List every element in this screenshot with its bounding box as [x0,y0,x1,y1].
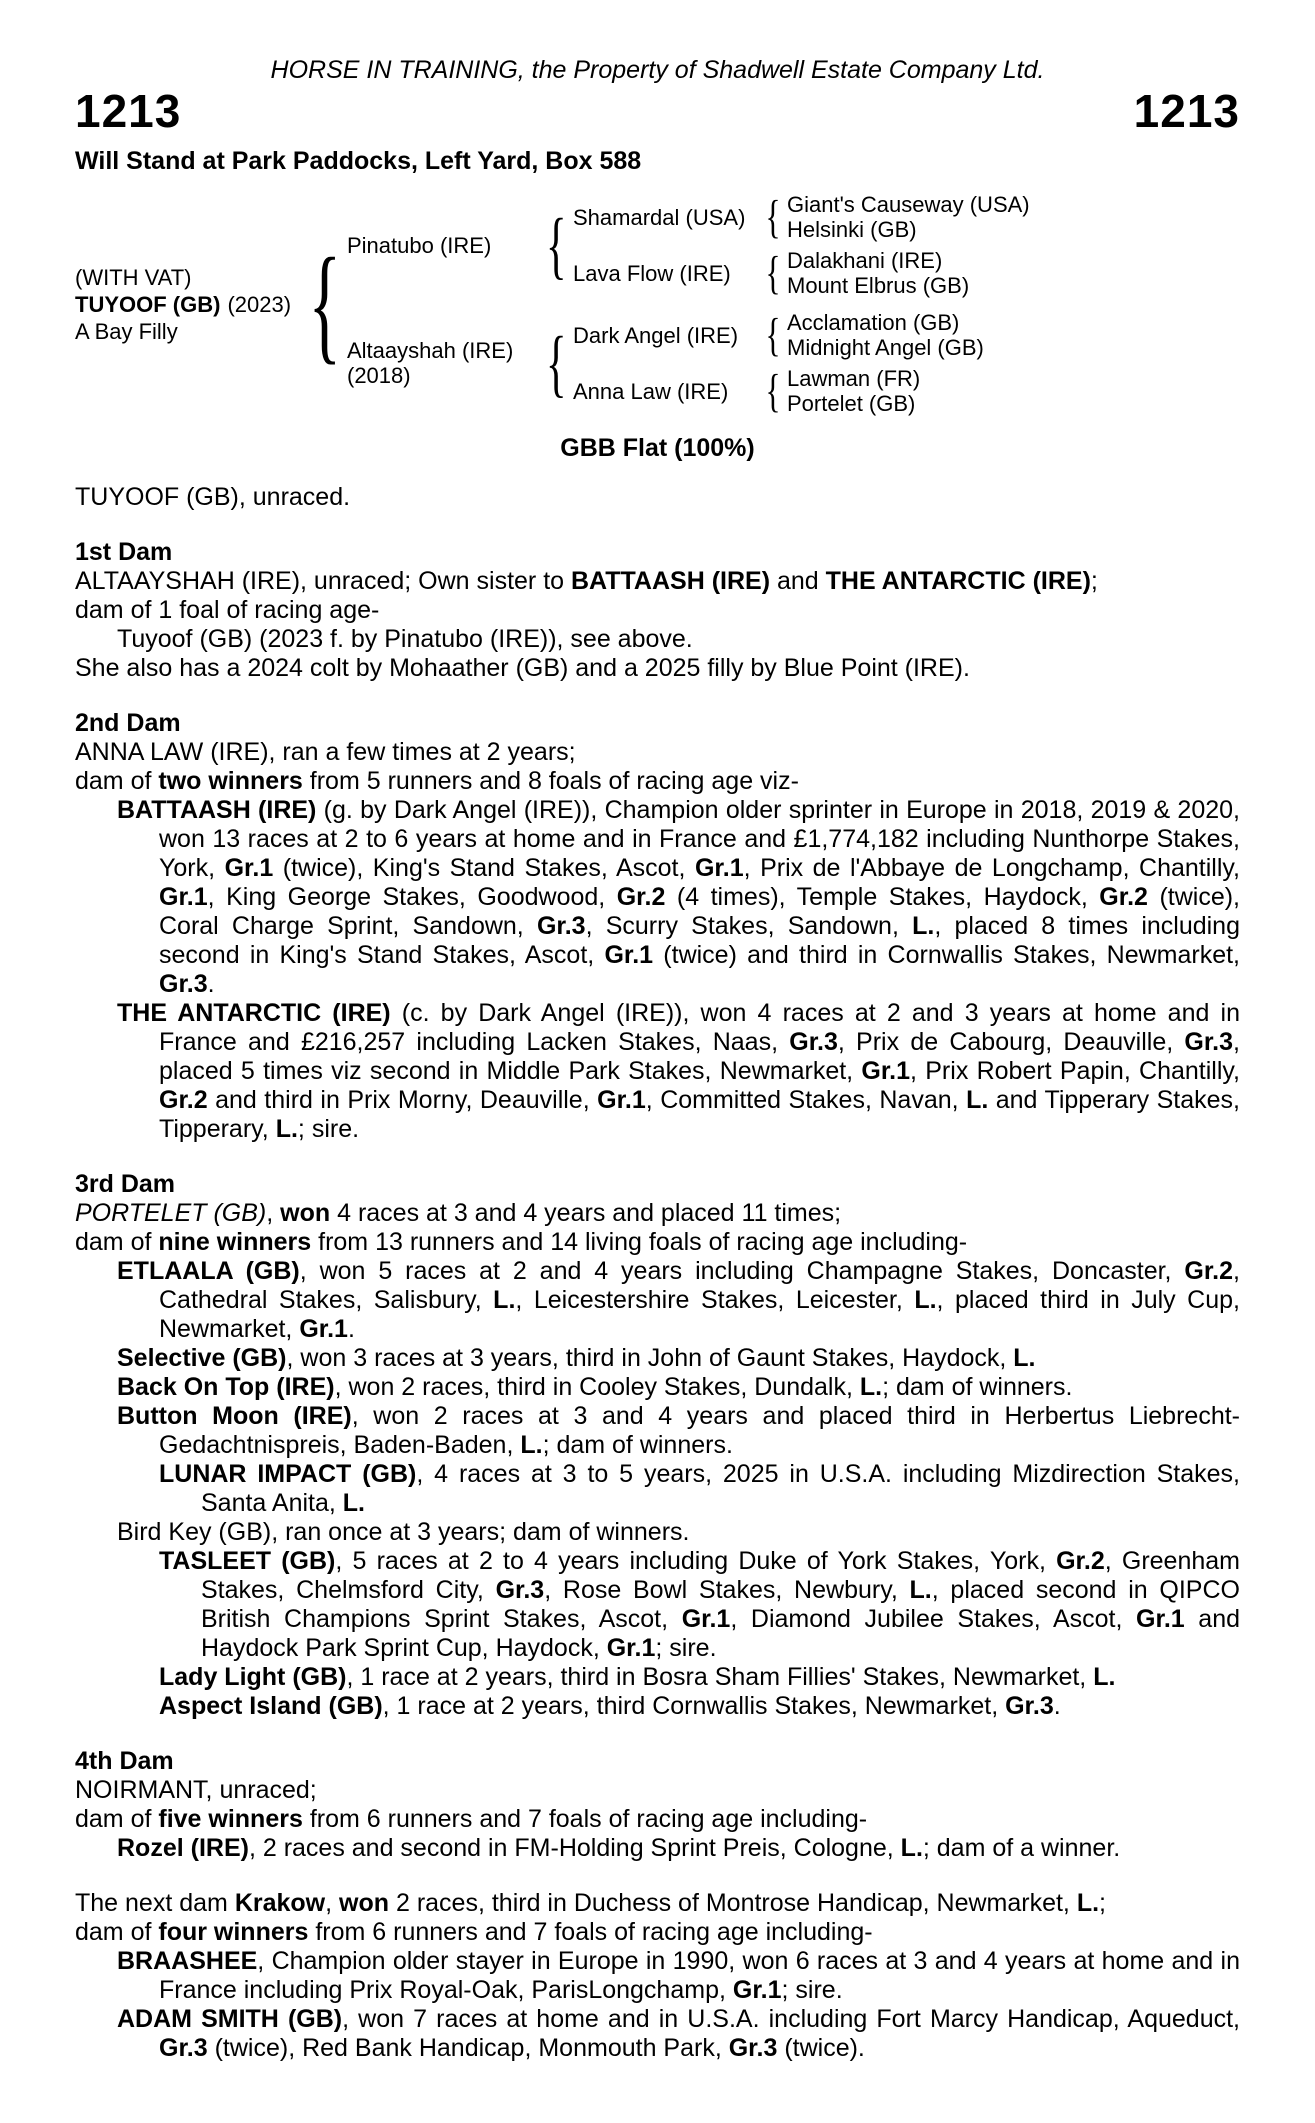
text-run: , 1 race at 2 years, third Cornwallis Stakes, Newmarket, [382,1692,1006,1721]
text-run: , Rose Bowl Stakes, Newbury, [544,1576,910,1605]
dam-block [347,338,539,388]
text-run: , won 5 races at 2 and 4 years including Champagne Stakes, Doncaster, [299,1257,1185,1286]
text-run: (g. by Dark Angel (IRE)), Champion older sprinter in Europe in 2018, 2019 & 2020, won 13 races at 2 to 6 years at home and in France and £1,774,182 including Nunthorpe Stakes, York, [159,796,1240,883]
second-dam-section [75,709,1240,1144]
grandsire-row [573,310,1240,360]
emphasis-text: won [280,1199,331,1228]
emphasis-text: Gr.3 [789,1028,838,1057]
section-heading: 2nd Dam [75,709,181,738]
text-run: (c. by Dark Angel (IRE)), won 4 races at 2 and 3 years at home and in France and £216,257 including Lacken Stakes, Naas, [159,999,1240,1057]
emphasis-text: won [339,1889,390,1918]
text-run: (twice) and third in Cornwallis Stakes, Newmarket, [653,941,1241,970]
emphasis-text: Gr.2 [616,883,666,912]
text-run: dam of 1 foal of racing age- [75,596,380,625]
pedigree-main-brace: { [308,231,342,376]
also-has-line [75,654,1240,683]
great-grandsire-name: Giant's Causeway (USA) [787,192,1030,218]
emphasis-text: Gr.1 [861,1057,911,1086]
emphasis-text: Gr.3 [1184,1028,1234,1057]
grandsire-name: Shamardal (USA) [573,204,746,230]
emphasis-text: Krakow [234,1889,326,1918]
text-run: , placed 5 times viz second in Middle Park Stakes, Newmarket, [159,1028,1240,1086]
text-run: , Greenham Stakes, Chelmsford City, [201,1547,1240,1605]
text-run: , Prix de Cabourg, Deauville, [837,1028,1185,1057]
text-run: (twice), King's Stand Stakes, Ascot, [273,854,695,883]
entry-braashee [75,1947,1240,2005]
sire-block [347,233,539,258]
dam-name: Altaayshah (IRE) [347,338,514,364]
pedigree-text-body [75,483,1240,2063]
text-run: and Tipperary Stakes, Tipperary, [159,1086,1240,1144]
lot-number-row [75,87,1240,135]
next-dam-summary [75,1889,1240,1918]
text-run: , 5 races at 2 to 4 years including Duke of York Stakes, York, [335,1547,1057,1576]
text-run: ; sire. [655,1634,717,1663]
emphasis-text: L. [914,1286,937,1315]
great-grandsire-name: Dalakhani (IRE) [787,248,943,274]
dam-summary [75,1776,1240,1805]
subject-line [75,292,303,317]
entry-adam-smith [75,2005,1240,2063]
grandsire-parents [787,310,1240,360]
text-run: , placed second in QIPCO British Champions Sprint Stakes, Ascot, [201,1576,1240,1634]
emphasis-text: L. [859,1373,883,1402]
emphasis-text: Gr.1 [606,1634,656,1663]
text-run: dam of [75,1228,159,1257]
grandsire-brace: { [765,190,781,243]
subject-block [75,263,303,346]
emphasis-text: L. [966,1086,989,1115]
text-run: (twice). [777,2034,865,2063]
emphasis-text: Gr.1 [159,883,208,912]
sire-name: Pinatubo (IRE) [347,232,492,258]
text-run: , [325,1889,340,1918]
text-run: . [207,970,215,999]
text-run: ; [1090,567,1098,596]
emphasis-text: Gr.1 [604,941,654,970]
great-granddam-name: Portelet (GB) [787,391,916,417]
emphasis-text: Gr.1 [732,1976,782,2005]
gbb-eligibility-line: GBB Flat (100%) [560,434,755,463]
text-run: Tuyoof (GB) (2023 f. by Pinatubo (IRE)), see above. [117,625,693,654]
emphasis-text: Selective (GB) [117,1344,287,1373]
entry-rozel [75,1834,1240,1863]
text-run: ; dam of winners. [882,1373,1073,1402]
third-dam-section [75,1170,1240,1721]
first-dam-section [75,538,1240,683]
text-run: , won 7 races at home and in U.S.A. including Fort Marcy Handicap, Aqueduct, [342,2005,1240,2034]
emphasis-text: Gr.3 [159,2034,208,2063]
text-run: . [347,1315,355,1344]
produce-count-line [75,1805,1240,1834]
emphasis-text: Gr.3 [728,2034,778,2063]
great-grandsire-name: Acclamation (GB) [787,310,960,336]
emphasis-text: Gr.1 [224,854,274,883]
grandsire-row [573,192,1240,242]
vat-note: (WITH VAT) [75,264,192,290]
subject-year: (2023) [227,291,292,317]
emphasis-text: Gr.2 [1099,883,1148,912]
italic-text: PORTELET (GB) [75,1199,267,1228]
emphasis-text: BATTAASH (IRE) [570,567,771,596]
produce-count-line [75,1918,1240,1947]
emphasis-text: BRAASHEE [117,1947,258,1976]
emphasis-text: TASLEET (GB) [159,1547,336,1576]
lot-number-right: 1213 [1133,85,1240,137]
emphasis-text: Gr.1 [597,1086,646,1115]
emphasis-text: Gr.3 [1005,1692,1054,1721]
stand-location: Will Stand at Park Paddocks, Left Yard, Box 588 [75,147,642,176]
emphasis-text: ETLAALA (GB) [117,1257,300,1286]
text-run: , Prix Robert Papin, Chantilly, [910,1057,1240,1086]
emphasis-text: L. [900,1834,923,1863]
page-title: HORSE IN TRAINING, the Property of Shadwell Estate Company Ltd. [270,56,1045,84]
section-heading: 1st Dam [75,538,173,567]
entry-tasleet [75,1547,1240,1663]
emphasis-text: L. [912,912,935,941]
text-run: ANNA LAW (IRE), ran a few times at 2 years; [75,738,576,767]
granddam-brace: { [765,364,781,417]
emphasis-text: L. [1013,1344,1036,1373]
entry-lunar-impact [75,1460,1240,1518]
emphasis-text: nine winners [158,1228,312,1257]
grandsire-brace: { [765,308,781,361]
dam-grandparents [573,310,1240,416]
emphasis-text: L. [275,1115,298,1144]
text-run: , 1 race at 2 years, third in Bosra Sham Fillies' Stakes, Newmarket, [346,1663,1094,1692]
text-run: from 5 runners and 8 foals of racing age viz- [302,767,799,796]
granddam-brace: { [765,246,781,299]
produce-count-line [75,1228,1240,1257]
produce-count-line [75,767,1240,796]
emphasis-text: BATTAASH (IRE) [117,796,317,825]
dam-brace: { [545,321,567,406]
emphasis-text: ADAM SMITH (GB) [117,2005,343,2034]
produce-count-line [75,596,1240,625]
text-run: , won 2 races at 3 and 4 years and placed third in Herbertus Liebrecht-Gedachtnispreis, Baden-Baden, [159,1402,1240,1460]
text-run: , 4 races at 3 to 5 years, 2025 in U.S.A. including Mizdirection Stakes, Santa Anita, [201,1460,1241,1518]
emphasis-text: L. [1093,1663,1116,1692]
granddam-name: Anna Law (IRE) [573,378,729,404]
emphasis-text: L. [520,1431,543,1460]
text-run: dam of [75,767,159,796]
text-run: (4 times), Temple Stakes, Haydock, [665,883,1100,912]
emphasis-text: two winners [158,767,303,796]
text-run: TUYOOF (GB), unraced. [75,483,351,512]
text-run: , King George Stakes, Goodwood, [207,883,617,912]
emphasis-text: L. [1076,1889,1100,1918]
granddam-row [573,366,1240,416]
emphasis-text: four winners [158,1918,309,1947]
text-run: (twice), Coral Charge Sprint, Sandown, [159,883,1240,941]
emphasis-text: L. [342,1489,365,1518]
lot-number-left: 1213 [75,85,182,137]
text-run: ; sire. [297,1115,360,1144]
granddam-name: Lava Flow (IRE) [573,260,731,286]
entry-the-antarctic [75,999,1240,1144]
subject-status-line [75,483,1240,512]
great-granddam-name: Midnight Angel (GB) [787,335,984,361]
emphasis-text: five winners [158,1805,303,1834]
entry-lady-light [75,1663,1240,1692]
emphasis-text: THE ANTARCTIC (IRE) [825,567,1091,596]
text-run: , Champion older stayer in Europe in 1990, won 6 races at 3 and 4 years at home and in France including Prix Royal-Oak, ParisLongchamp, [159,1947,1240,2005]
text-run: and Haydock Park Sprint Cup, Haydock, [201,1605,1240,1663]
pedigree-tree [347,192,1240,416]
emphasis-text: Gr.3 [536,912,586,941]
emphasis-text: Gr.1 [299,1315,348,1344]
text-run: , Scurry Stakes, Sandown, [585,912,913,941]
granddam-parents [787,248,1240,298]
text-run: , [266,1199,281,1228]
text-run: , won 2 races, third in Cooley Stakes, Dundalk, [334,1373,860,1402]
text-run: , won 3 races at 3 years, third in John of Gaunt Stakes, Haydock, [286,1344,1014,1373]
text-run: NOIRMANT, unraced; [75,1776,317,1805]
section-heading: 4th Dam [75,1747,174,1776]
entry-back-on-top [75,1373,1240,1402]
emphasis-text: Aspect Island (GB) [159,1692,383,1721]
pedigree-table [75,192,1240,416]
text-run: dam of [75,1805,159,1834]
text-run: , placed third in July Cup, Newmarket, [159,1286,1240,1344]
text-run: , Leicestershire Stakes, Leicester, [515,1286,915,1315]
text-run: ; dam of a winner. [922,1834,1121,1863]
entry-tuyoof [75,625,1240,654]
emphasis-text: Gr.3 [495,1576,545,1605]
text-run: , Committed Stakes, Navan, [645,1086,967,1115]
great-granddam-name: Helsinki (GB) [787,217,917,243]
entry-bird-key [75,1518,1240,1547]
emphasis-text: L. [493,1286,516,1315]
text-run: , Cathedral Stakes, Salisbury, [159,1257,1240,1315]
emphasis-text: L. [909,1576,932,1605]
emphasis-text: Lady Light (GB) [159,1663,347,1692]
emphasis-text: Gr.1 [681,1605,731,1634]
text-run: . [1053,1692,1061,1721]
dam-summary [75,1199,1240,1228]
text-run: , 2 races and second in FM-Holding Sprint Preis, Cologne, [248,1834,901,1863]
emphasis-text: Gr.3 [159,970,208,999]
emphasis-text: Gr.1 [694,854,744,883]
text-run: ; [1099,1889,1106,1918]
emphasis-text: THE ANTARCTIC (IRE) [117,999,391,1028]
emphasis-text: Gr.2 [1184,1257,1234,1286]
dam-summary [75,738,1240,767]
granddam-parents [787,366,1240,416]
entry-etlaala [75,1257,1240,1344]
emphasis-text: Button Moon (IRE) [117,1402,352,1431]
emphasis-text: Back On Top (IRE) [117,1373,335,1402]
sire-grandparents [573,192,1240,298]
text-run: (twice), Red Bank Handicap, Monmouth Park, [207,2034,729,2063]
great-grandsire-name: Lawman (FR) [787,366,921,392]
text-run: ; dam of winners. [542,1431,733,1460]
dam-branch [347,310,1240,416]
entry-aspect-island [75,1692,1240,1721]
dam-year: (2018) [347,363,411,389]
subject-name: TUYOOF (GB) [75,291,221,317]
entry-button-moon [75,1402,1240,1460]
text-run: ; sire. [781,1976,843,2005]
text-run: and third in Prix Morny, Deauville, [207,1086,598,1115]
text-run: and [770,567,826,596]
text-run: from 6 runners and 7 foals of racing age including- [308,1918,873,1947]
emphasis-text: Gr.2 [1056,1547,1105,1576]
text-run: , Diamond Jubilee Stakes, Ascot, [730,1605,1137,1634]
great-granddam-name: Mount Elbrus (GB) [787,273,970,299]
grandsire-parents [787,192,1240,242]
emphasis-text: Gr.2 [159,1086,208,1115]
dam-summary [75,567,1240,596]
text-run: 4 races at 3 and 4 years and placed 11 times; [330,1199,842,1228]
text-run: from 13 runners and 14 living foals of racing age including- [311,1228,968,1257]
emphasis-text: LUNAR IMPACT (GB) [159,1460,417,1489]
text-run: dam of [75,1918,159,1947]
sire-branch [347,192,1240,298]
text-run: The next dam [75,1889,235,1918]
subject-description: A Bay Filly [75,318,178,344]
intro-section [75,483,1240,512]
granddam-row [573,248,1240,298]
emphasis-text: Rozel (IRE) [117,1834,249,1863]
text-run: 2 races, third in Duchess of Montrose Handicap, Newmarket, [389,1889,1077,1918]
text-run: , placed 8 times including second in King's Stand Stakes, Ascot, [159,912,1240,970]
text-run: from 6 runners and 7 foals of racing age including- [302,1805,868,1834]
text-run: She also has a 2024 colt by Mohaather (GB) and a 2025 filly by Blue Point (IRE). [75,654,970,683]
grandsire-name: Dark Angel (IRE) [573,322,739,348]
text-run: Bird Key (GB), ran once at 3 years; dam of winners. [117,1518,690,1547]
text-run: ALTAAYSHAH (IRE), unraced; Own sister to [75,567,571,596]
next-dam-section [75,1889,1240,2063]
entry-selective [75,1344,1240,1373]
text-run: , Prix de l'Abbaye de Longchamp, Chantilly, [743,854,1240,883]
section-heading: 3rd Dam [75,1170,176,1199]
entry-battaash [75,796,1240,999]
sire-brace: { [545,203,567,288]
fourth-dam-section [75,1747,1240,1863]
emphasis-text: Gr.1 [1136,1605,1185,1634]
